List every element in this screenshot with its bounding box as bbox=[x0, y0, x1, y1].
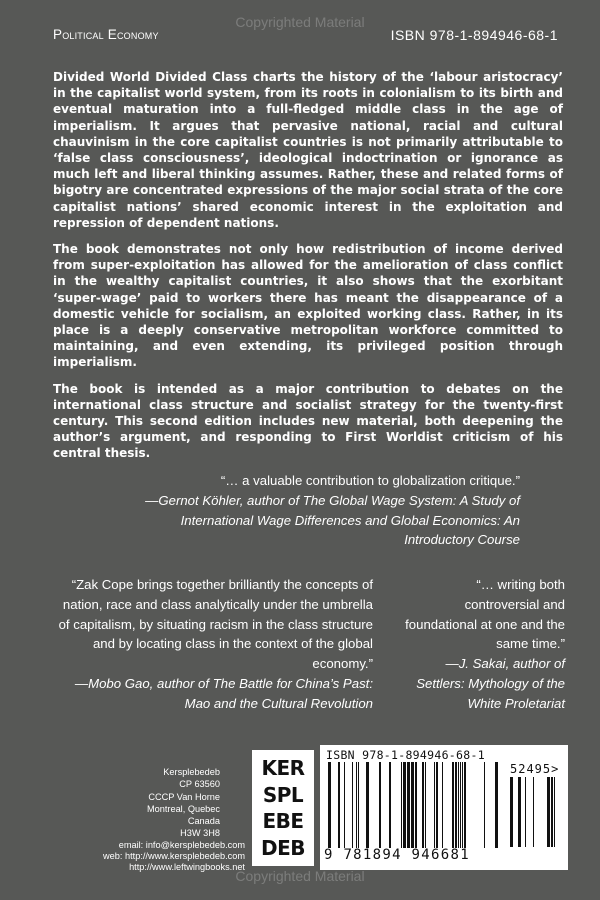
address-line-1: CP 63560 bbox=[179, 779, 220, 790]
publisher-web: web: http://www.kersplebedeb.com bbox=[103, 851, 245, 862]
addon-barcode-icon bbox=[510, 777, 560, 847]
watermark-bottom: Copyrighted Material bbox=[235, 868, 365, 884]
logo-line: KER bbox=[261, 756, 305, 781]
address-country: Canada bbox=[187, 816, 220, 827]
quote-book-title: Settlers: Mythology of the White Proletariat bbox=[416, 675, 565, 711]
logo-line: EBE bbox=[262, 809, 304, 834]
quote-text: “… writing both controversial and foundational at one and the same time.” bbox=[405, 577, 565, 652]
watermark-top: Copyrighted Material bbox=[235, 14, 365, 30]
quote-attribution bbox=[120, 491, 520, 550]
kersplebedeb-logo bbox=[252, 750, 314, 866]
quote-text: “Zak Cope brings together brilliantly the concepts of nation, race and class analytically under the umbrella of capitalism, by situating racism in the class structure and by locating class in the context of the global economy.” bbox=[58, 577, 373, 672]
quote-book-title: The Battle for China’s Past: Mao and the Cultural Revolution bbox=[184, 675, 373, 711]
address-city: Montreal, Quebec bbox=[146, 803, 220, 814]
quote-book-title: The Global Wage System: A Study of International Wage Differences and Global Economics: An Introductory Course bbox=[180, 492, 520, 548]
blurb bbox=[53, 69, 563, 472]
quote-author: —Gernot Köhler, author of bbox=[145, 492, 303, 508]
barcode-icon bbox=[328, 762, 498, 848]
blurb-paragraph-1: Divided World Divided Class charts the history of the ‘labour aristocracy’ in the capitalist world system, from its roots in colonialism to its birth and eventual maturation into a full-fledged middle class in the age of imperialism. It argues that pervasive national, racial and cultural chauvinism in the core capitalist countries is not primarily attributable to ‘false class consciousness’, ideological indoctrination or ignorance as much left and liberal thinking assumes. Rather, these and related forms of bigotry are concentrated expressions of the major social strata of the core capitalist nations’ shared economic interest in the exploitation and repression of dependent nations. bbox=[53, 70, 563, 230]
blurb-paragraph-2: The book demonstrates not only how redistribution of income derived from super-exploitation has allowed for the amelioration of class conflict in the wealthy capitalist countries, it also shows that the exorbitant ‘super-wage’ paid to workers there has meant the disappearance of a domestic vehicle for socialism, an exploited working class. Rather, in its place is a deeply conservative metropolitan workforce committed to maintaining, and even extending, its privileged position through imperialism. bbox=[53, 242, 563, 370]
address-postal: H3W 3H8 bbox=[180, 828, 220, 839]
address-line-2: CCCP Van Horne bbox=[148, 791, 220, 802]
barcode-digits: 9 781894 946681 bbox=[324, 847, 470, 863]
header-bar bbox=[53, 27, 558, 47]
publisher-address bbox=[115, 766, 220, 840]
publisher-name: Kersplebedeb bbox=[163, 767, 220, 777]
quote-attribution bbox=[58, 674, 373, 714]
barcode-isbn: ISBN 978-1-894946-68-1 bbox=[326, 748, 485, 762]
series-label: Political Economy bbox=[53, 27, 159, 42]
barcode-panel bbox=[320, 745, 568, 870]
blurb-paragraph-3: The book is intended as a major contribution to debates on the international class structure and socialist strategy for the twenty-first century. This second edition includes new material, both deepening the author’s argument, and responding to First Worldist criticism of his central thesis. bbox=[53, 381, 563, 461]
isbn-label: ISBN 978-1-894946-68-1 bbox=[390, 27, 558, 43]
publisher-email: email: info@kersplebedeb.com bbox=[118, 840, 245, 850]
quote-attribution bbox=[400, 654, 565, 713]
logo-line: DEB bbox=[260, 835, 305, 860]
publisher-web-2: http://www.leftwingbooks.net bbox=[129, 862, 245, 873]
review-quote-gao bbox=[58, 575, 373, 714]
quote-author: —Mobo Gao, author of bbox=[74, 675, 213, 691]
logo-line: SPL bbox=[262, 782, 304, 807]
review-quote-kohler bbox=[120, 471, 520, 550]
quote-text: “… a valuable contribution to globalization critique.” bbox=[220, 473, 520, 488]
review-quote-sakai bbox=[400, 575, 565, 714]
quote-author: —J. Sakai, author of bbox=[445, 656, 565, 672]
barcode-price-code: 52495> bbox=[510, 762, 560, 776]
